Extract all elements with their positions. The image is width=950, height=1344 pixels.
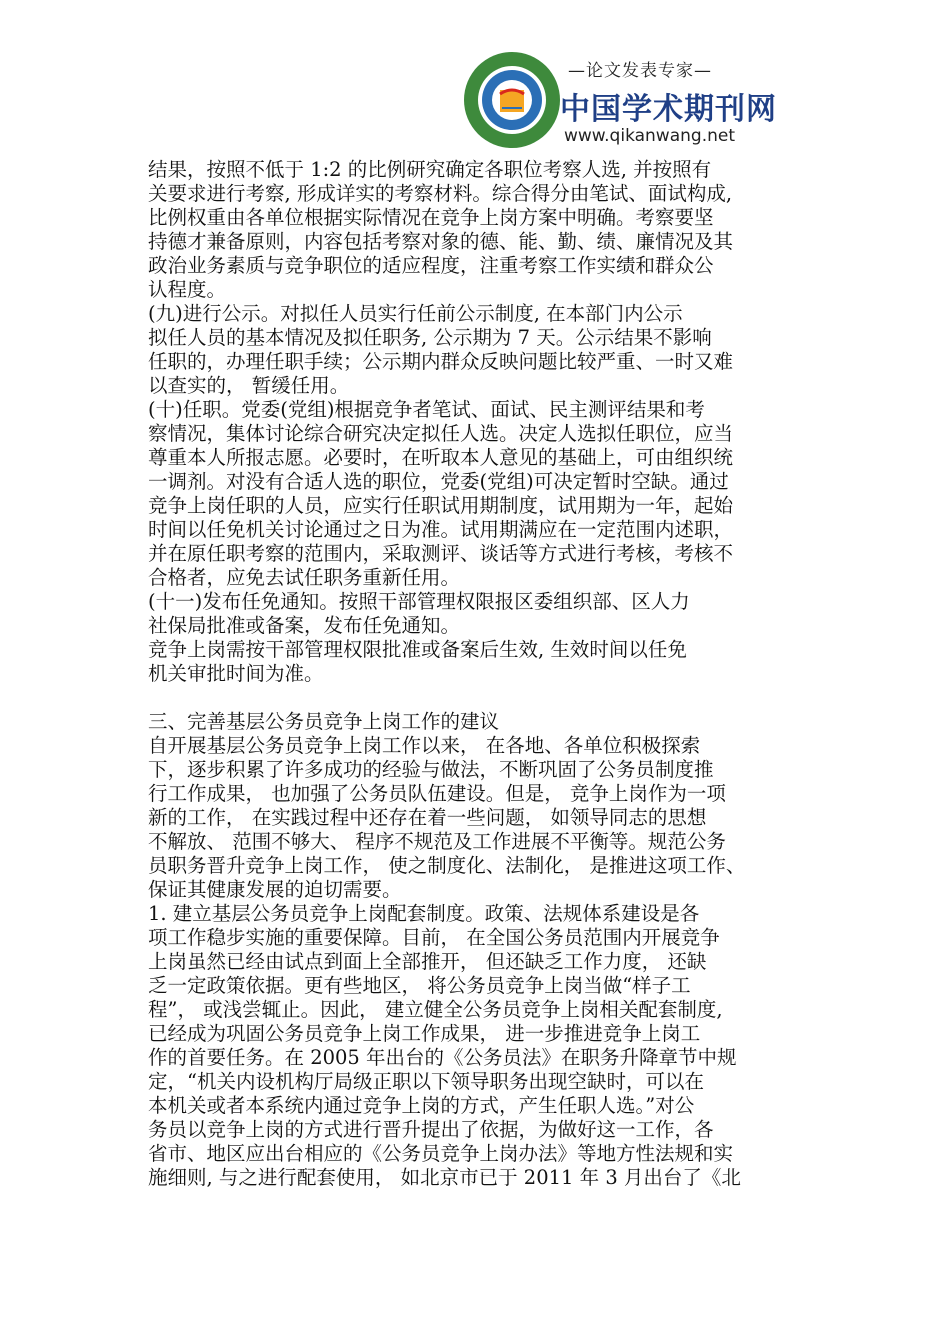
text-line: (十一)发布任免通知。按照干部管理权限报区委组织部、区人力 — [148, 590, 690, 613]
text-line: 结果，按照不低于 1:2 的比例研究确定各职位考察人选, 并按照有 — [148, 158, 712, 181]
text-line: 本机关或者本系统内通过竞争上岗的方式，产生任职人选。”对公 — [148, 1094, 695, 1117]
text-line: 程”， 或浅尝辄止。因此， 建立健全公务员竞争上岗相关配套制度, — [148, 998, 723, 1021]
text-line: 不解放、 范围不够大、 程序不规范及工作进展不平衡等。规范公务 — [148, 830, 726, 853]
text-line: 比例权重由各单位根据实际情况在竞争上岗方案中明确。考察要坚 — [148, 206, 714, 229]
text-line: 项工作稳步实施的重要保障。目前， 在全国公务员范围内开展竞争 — [148, 926, 720, 949]
text-line: 以查实的， 暂缓任用。 — [148, 374, 350, 397]
text-line: 作的首要任务。在 2005 年出台的《公务员法》在职务升降章节中规 — [148, 1046, 737, 1069]
text-line: 关要求进行考察, 形成详实的考察材料。综合得分由笔试、面试构成, — [148, 182, 733, 205]
text-line: 上岗虽然已经由试点到面上全部推开， 但还缺乏工作力度， 还缺 — [148, 950, 707, 973]
text-line: 竞争上岗需按干部管理权限批准或备案后生效, 生效时间以任免 — [148, 638, 687, 661]
text-line: 新的工作， 在实践过程中还存在着一些问题， 如领导同志的思想 — [148, 806, 707, 829]
text-line: 持德才兼备原则，内容包括考察对象的德、能、勤、绩、廉情况及其 — [148, 230, 734, 253]
text-line: 社保局批准或备案，发布任免通知。 — [148, 614, 461, 637]
publisher-logo[interactable] — [462, 50, 777, 160]
text-line: 政治业务素质与竞争职位的适应程度，注重考察工作实绩和群众公 — [148, 254, 714, 277]
text-line: 乏一定政策依据。更有些地区， 将公务员竞争上岗当做“样子工 — [148, 974, 691, 997]
logo-site-name: 中国学术期刊网 — [560, 92, 777, 127]
text-line: 尊重本人所报志愿。必要时，在听取本人意见的基础上，可由组织统 — [148, 446, 734, 469]
text-line: 认程度。 — [148, 278, 227, 301]
text-line: 竞争上岗任职的人员，应实行任职试用期制度，试用期为一年，起始 — [148, 494, 734, 517]
text-line: 拟任人员的基本情况及拟任职务, 公示期为 7 天。公示结果不影响 — [148, 326, 712, 349]
text-line: 定，“机关内设机构厅局级正职以下领导职务出现空缺时，可以在 — [148, 1070, 704, 1093]
text-line: 机关审批时间为准。 — [148, 662, 324, 685]
text-line: 合格者，应免去试任职务重新任用。 — [148, 566, 461, 589]
seal-icon — [462, 50, 562, 150]
text-line: 务员以竞争上岗的方式进行晋升提出了依据，为做好这一工作，各 — [148, 1118, 714, 1141]
text-line: (十)任职。党委(党组)根据竞争者笔试、面试、民主测评结果和考 — [148, 398, 705, 421]
logo-url[interactable]: www.qikanwang.net — [564, 126, 735, 146]
text-line: 1. 建立基层公务员竞争上岗配套制度。政策、法规体系建设是各 — [148, 902, 700, 925]
logo-tagline: —论文发表专家— — [568, 61, 712, 81]
text-line: 下，逐步积累了许多成功的经验与做法，不断巩固了公务员制度推 — [148, 758, 714, 781]
text-line: (九)进行公示。对拟任人员实行任前公示制度, 在本部门内公示 — [148, 302, 683, 325]
text-line — [148, 686, 808, 710]
text-line: 任职的，办理任职手续；公示期内群众反映问题比较严重、一时又难 — [148, 350, 734, 373]
text-line: 并在原任职考察的范围内，采取测评、谈话等方式进行考核，考核不 — [148, 542, 734, 565]
text-line: 已经成为巩固公务员竞争上岗工作成果， 进一步推进竞争上岗工 — [148, 1022, 701, 1045]
text-line: 员职务晋升竞争上岗工作， 使之制度化、法制化， 是推进这项工作、 — [148, 854, 746, 877]
text-line: 省市、地区应出台相应的《公务员竞争上岗办法》等地方性法规和实 — [148, 1142, 734, 1165]
text-line: 保证其健康发展的迫切需要。 — [148, 878, 402, 901]
document-body — [148, 158, 808, 1190]
text-line: 三、完善基层公务员竞争上岗工作的建议 — [148, 710, 500, 733]
text-line: 施细则, 与之进行配套使用， 如北京市已于 2011 年 3 月出台了《北 — [148, 1166, 741, 1189]
text-line: 察情况，集体讨论综合研究决定拟任人选。决定人选拟任职位，应当 — [148, 422, 734, 445]
text-line: 时间以任免机关讨论通过之日为准。试用期满应在一定范围内述职， — [148, 518, 734, 541]
text-line: 一调剂。对没有合适人选的职位，党委(党组)可决定暂时空缺。通过 — [148, 470, 729, 493]
text-line: 行工作成果， 也加强了公务员队伍建设。但是， 竞争上岗作为一项 — [148, 782, 726, 805]
text-line: 自开展基层公务员竞争上岗工作以来， 在各地、各单位积极探索 — [148, 734, 701, 757]
